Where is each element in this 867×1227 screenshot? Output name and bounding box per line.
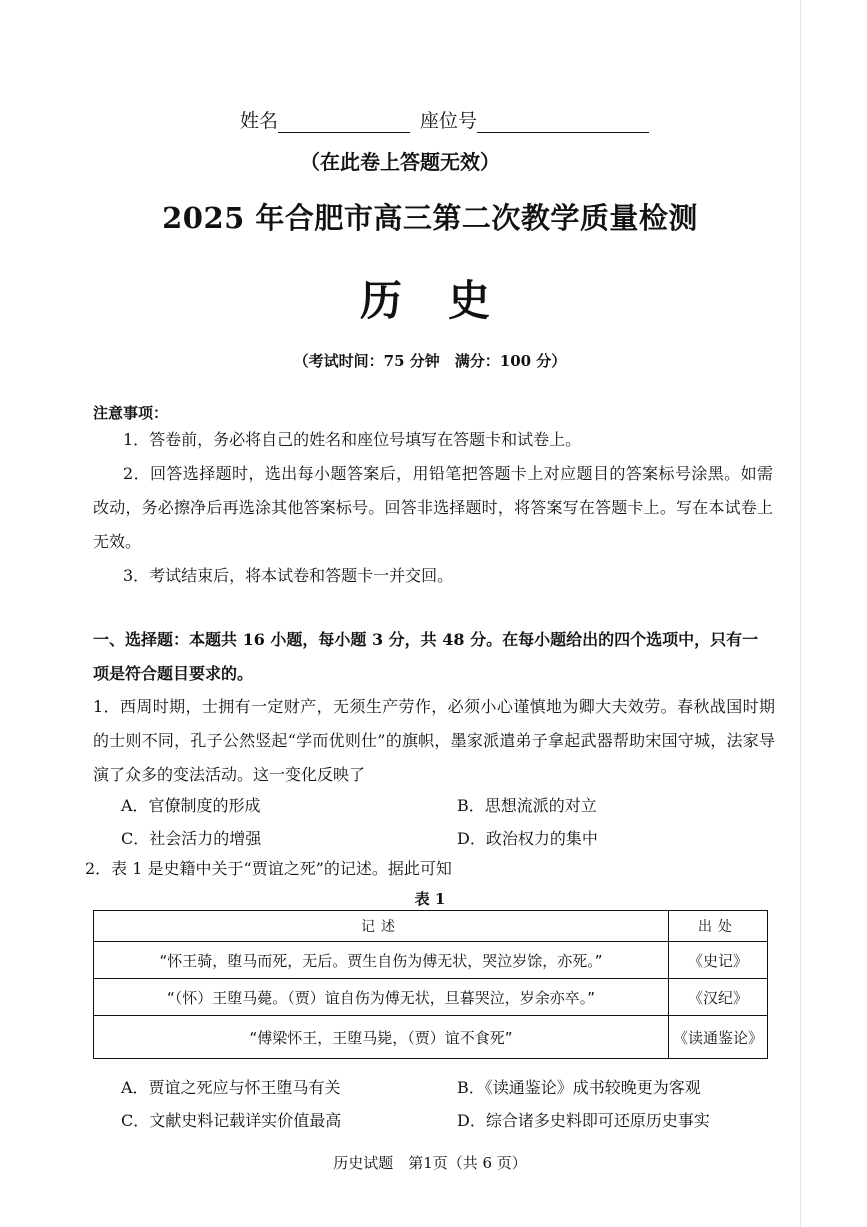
- notice-item-2: 2．回答选择题时，选出每小题答案后，用铅笔把答题卡上对应题目的答案标号涂黑。如需改动，务必擦净后再选涂其他答案标号。回答非选择题时，将答案写在答题卡上。写在本试卷上无效。: [93, 464, 773, 551]
- q2-option-a: A．贾谊之死应与怀王堕马有关: [121, 1078, 341, 1097]
- notice-item-3: 3．考试结束后，将本试卷和答题卡一并交回。: [123, 566, 454, 585]
- record-cell: “（怀）王堕马薨。（贾）谊自伤为傅无状，旦暮哭泣，岁余亦卒。”: [94, 979, 669, 1016]
- question-1-stem: 1．西周时期，士拥有一定财产，无须生产劳作，必须小心谨慎地为卿大夫效劳。春秋战国时期的士则不同，孔子公然竖起“学而优则仕”的旗帜，墨家派遣弟子拿起武器帮助宋国守城，法家导演了众多的变法活动。这一变化反映了: [93, 697, 775, 784]
- record-cell: “怀王骑，堕马而死，无后。贾生自伤为傅无状，哭泣岁馀，亦死。”: [94, 942, 669, 979]
- table-row: [94, 942, 768, 979]
- header-record: 记述: [94, 911, 669, 942]
- page-footer: 历史试题 第1页（共 6 页）: [333, 1154, 527, 1172]
- source-cell: 《史记》: [669, 942, 768, 979]
- q2-option-d: D．综合诸多史料即可还原历史事实: [457, 1111, 710, 1130]
- notice-heading: 注意事项：: [93, 404, 169, 422]
- name-blank: [278, 114, 410, 133]
- table-row: [94, 1016, 768, 1059]
- q1-option-d: D．政治权力的集中: [457, 829, 598, 848]
- source-cell: 《汉纪》: [669, 979, 768, 1016]
- question-2-stem: 2．表 1 是史籍中关于“贾谊之死”的记述。据此可知: [85, 859, 452, 878]
- notice-item-1: 1．答卷前，务必将自己的姓名和座位号填写在答题卡和试卷上。: [123, 430, 582, 449]
- name-seat-line: [240, 106, 649, 133]
- table-row: [94, 979, 768, 1016]
- table-caption: 表 1: [414, 890, 446, 908]
- record-cell: “傅梁怀王，王堕马毙，（贾）谊不食死”: [94, 1016, 669, 1059]
- seat-blank: [477, 114, 649, 133]
- page-edge-divider: [800, 0, 801, 1227]
- q1-option-b: B．思想流派的对立: [457, 796, 597, 815]
- q1-option-c: C．社会活力的增强: [121, 829, 262, 848]
- q2-option-c: C．文献史料记载详实价值最高: [121, 1111, 342, 1130]
- subject-title: 历史: [359, 276, 536, 325]
- records-table: [93, 910, 768, 1059]
- name-label: 姓名: [240, 110, 279, 132]
- q2-option-b: B．《读通鉴论》成书较晚更为客观: [457, 1078, 701, 1097]
- section-heading: 一、选择题：本题共 16 小题，每小题 3 分，共 48 分。在每小题给出的四个选项中，只有一项是符合题目要求的。: [93, 630, 759, 683]
- exam-time-info: （考试时间：75 分钟 满分：100 分）: [293, 352, 567, 370]
- source-cell: 《读通鉴论》: [669, 1016, 768, 1059]
- table-header-row: [94, 911, 768, 942]
- seat-label: 座位号: [420, 110, 478, 132]
- header-source: 出处: [669, 911, 768, 942]
- invalid-answer-note: （在此卷上答题无效）: [300, 150, 500, 174]
- exam-title: 2025 年合肥市高三第二次教学质量检测: [162, 201, 698, 235]
- q1-option-a: A．官僚制度的形成: [121, 796, 261, 815]
